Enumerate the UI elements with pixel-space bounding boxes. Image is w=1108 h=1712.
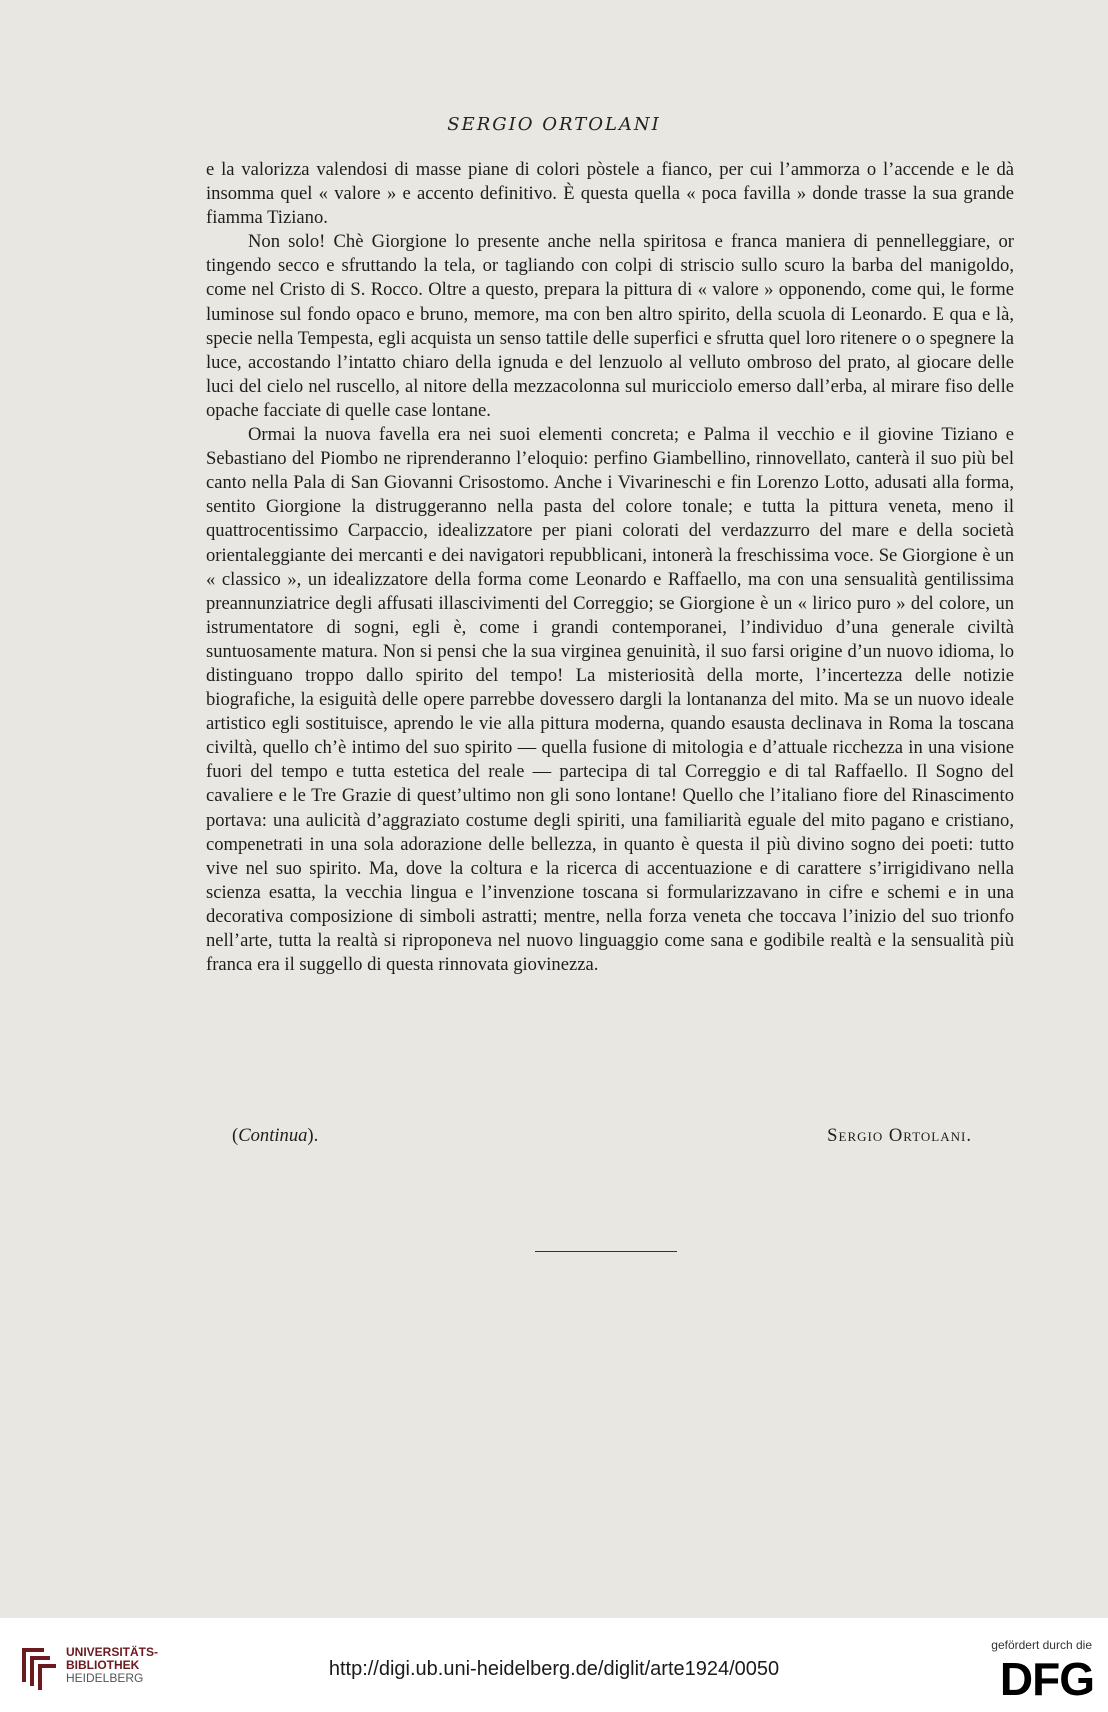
digitization-footer xyxy=(0,1618,1108,1712)
author-signature: Sergio Ortolani. xyxy=(827,1125,972,1146)
continua-note: (Continua). xyxy=(232,1125,319,1146)
library-name-city: HEIDELBERG xyxy=(66,1671,144,1685)
end-rule-divider xyxy=(535,1251,677,1252)
dfg-logo: DFG xyxy=(999,1653,1094,1705)
running-head: SERGIO ORTOLANI xyxy=(447,114,661,135)
continua-label: Continua xyxy=(238,1125,308,1146)
article-body xyxy=(206,158,1014,977)
paragraph: Ormai la nuova favella era nei suoi elementi concreta; e Palma il vecchio e il giovine Tiziano e Sebastiano del Piombo ne riprenderanno l’eloquio: perfino Giambellino, rinnovellato, canterà il suo più bel canto nella Pala di San Giovanni Crisostomo. Anche i Vivarineschi e fin Lorenzo Lotto, adusati alla forma, sentito Giorgione la distruggeranno nella pasta del colore tonale; e tutta la pittura veneta, meno il quattrocentissimo Carpaccio, idealizzatore per piani colorati del verdazzurro del mare e della società orientaleggiante dei mercanti e dei navigatori repubblicani, intonerà la freschissima voce. Se Giorgione è un « classico », un idealizzatore della forma come Leonardo e Raffaello, ma con una sensualità gentilissima preannunziatrice degli affusati illascivimenti del Correggio; se Giorgione è un « lirico puro » del colore, un istrumentatore di sogni, egli è, come i grandi contemporanei, l’individuo d’una generale civiltà suntuosamente matura. Non si pensi che la sua virginea genuinità, il suo farsi origine d’un nuovo idioma, lo distinguano troppo dallo spirito del tempo! La misteriosità della morte, l’incertezza delle notizie biografiche, la esiguità delle opere parrebbe dovessero dargli la lontananza del mito. Ma se un nuovo ideale artistico egli sostituisce, aprendo le vie alla pittura moderna, quando esausta declinava in Roma la toscana civiltà, quello ch’è intimo del suo spirito — quella fusione di mitologia e d’attuale ricchezza in una visione fuori del tempo e tutta estetica del reale — partecipa di tal Correggio e di tal Raffaello. Il Sogno del cavaliere e le Tre Grazie di quest’ultimo non gli sono lontane! Quello che l’italiano fiore del Rinascimento portava: una aulicità d’aggraziato costume degli spiriti, una familiarità eguale del mito pagano e cristiano, compenetrati in una sola adorazione delle bellezza, in quanto è questa il più divino sogno dei poeti: tutto vive nel suo spirito. Ma, dove la coltura e la ricerca di accentuazione e di carattere s’irrigidivano nella scienza esatta, la vecchia lingua e l’invenzione toscana si formularizzavano in cifre e schemi e in una decorativa composizione di simboli astratti; mentre, nella forza veneta che toccava l’inizio del suo trionfo nell’arte, tutta la realtà si riproponeva nel nuovo linguaggio come sana e godibile realtà e la sensualità più franca era il suggello di questa rinnovata giovinezza. xyxy=(206,424,1014,976)
paragraph: Non solo! Chè Giorgione lo presente anche nella spiritosa e franca maniera di pennelleggiare, or tingendo secco e sfruttando la tela, or tagliando con colpi di striscio sullo scuro la barba del manigoldo, come nel Cristo di S. Rocco. Oltre a questo, prepara la pittura di « valore » opponendo, come qui, le forme luminose sul fondo opaco e bruno, memore, ma con ben altro spirito, della scuola di Leonardo. E qua e là, specie nella Tempesta, egli acquista un senso tattile delle superfici e sfrutta quel loro ritenere o o spegnere la luce, accostando l’intatto chiaro della ignuda e del lenzuolo al velluto ombroso del prato, al giocare delle luci del cielo nel ruscello, al nitore della mezzacolonna sul muricciolo emerso dall’erba, al mirare fiso delle opache facciate di quelle case lontane. xyxy=(206,231,1014,421)
paragraph: e la valorizza valendosi di masse piane di colori pòstele a fianco, per cui l’ammorza o l’accende e le dà insomma quel « valore » e accento definitivo. È questa quella « poca favilla » donde trasse la sua grande fiamma Tiziano. xyxy=(206,159,1014,229)
permalink-url[interactable]: http://digi.ub.uni-heidelberg.de/diglit/arte1924/0050 xyxy=(328,1658,780,1680)
continua-period: . xyxy=(313,1125,319,1146)
funding-note: gefördert durch die xyxy=(991,1638,1092,1652)
library-name-line: BIBLIOTHEK xyxy=(66,1658,140,1672)
library-name-line: UNIVERSITÄTS- xyxy=(66,1645,159,1659)
